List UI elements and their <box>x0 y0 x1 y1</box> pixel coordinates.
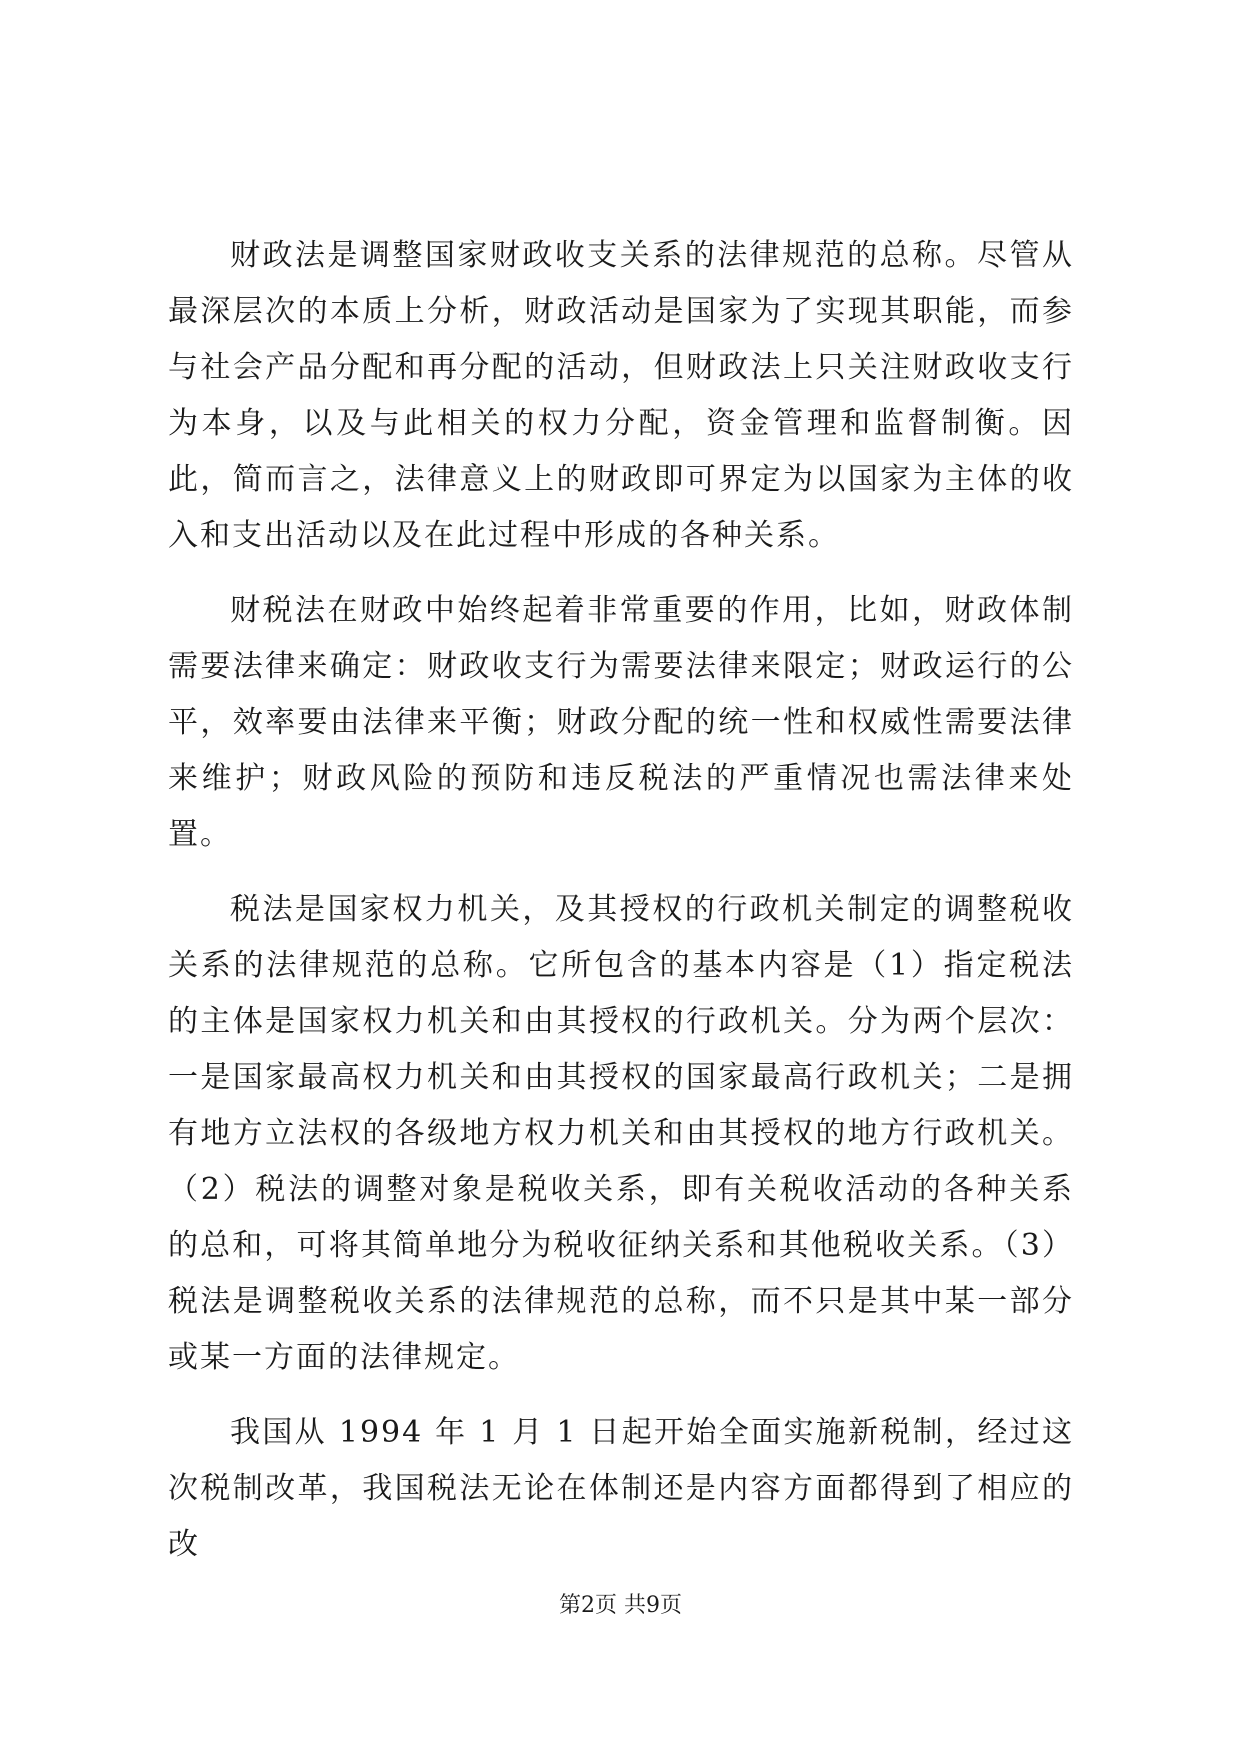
paragraph-tax-law-definition: 税法是国家权力机关，及其授权的行政机关制定的调整税收关系的法律规范的总称。它所包含的基本内容是（1）指定税法的主体是国家权力机关和由其授权的行政机关。分为两个层次：一是国家最高权力机关和由其授权的国家最高行政机关；二是拥有地方立法权的各级地方权力机关和由其授权的地方行政机关。（2）税法的调整对象是税收关系，即有关税收活动的各种关系的总和，可将其简单地分为税收征纳关系和其他税收关系。（3）税法是调整税收关系的法律规范的总称，而不只是其中某一部分或某一方面的法律规定。 <box>168 892 1074 1375</box>
paragraph-fiscal-tax-law-role: 财税法在财政中始终起着非常重要的作用，比如，财政体制需要法律来确定：财政收支行为需要法律来限定；财政运行的公平，效率要由法律来平衡；财政分配的统一性和权威性需要法律来维护；财政风险的预防和违反税法的严重情况也需法律来处置。 <box>168 593 1074 852</box>
page-number-footer: 第2页 共9页 <box>559 1593 682 1618</box>
paragraph-tax-reform-1994: 我国从 1994 年 1 月 1 日起开始全面实施新税制，经过这次税制改革，我国税法无论在体制还是内容方面都得到了相应的改 <box>168 1415 1074 1562</box>
document-body <box>168 228 1074 1592</box>
paragraph-fiscal-law-definition: 财政法是调整国家财政收支关系的法律规范的总称。尽管从最深层次的本质上分析，财政活动是国家为了实现其职能，而参与社会产品分配和再分配的活动，但财政法上只关注财政收支行为本身，以及与此相关的权力分配，资金管理和监督制衡。因此，简而言之，法律意义上的财政即可界定为以国家为主体的收入和支出活动以及在此过程中形成的各种关系。 <box>168 238 1074 553</box>
